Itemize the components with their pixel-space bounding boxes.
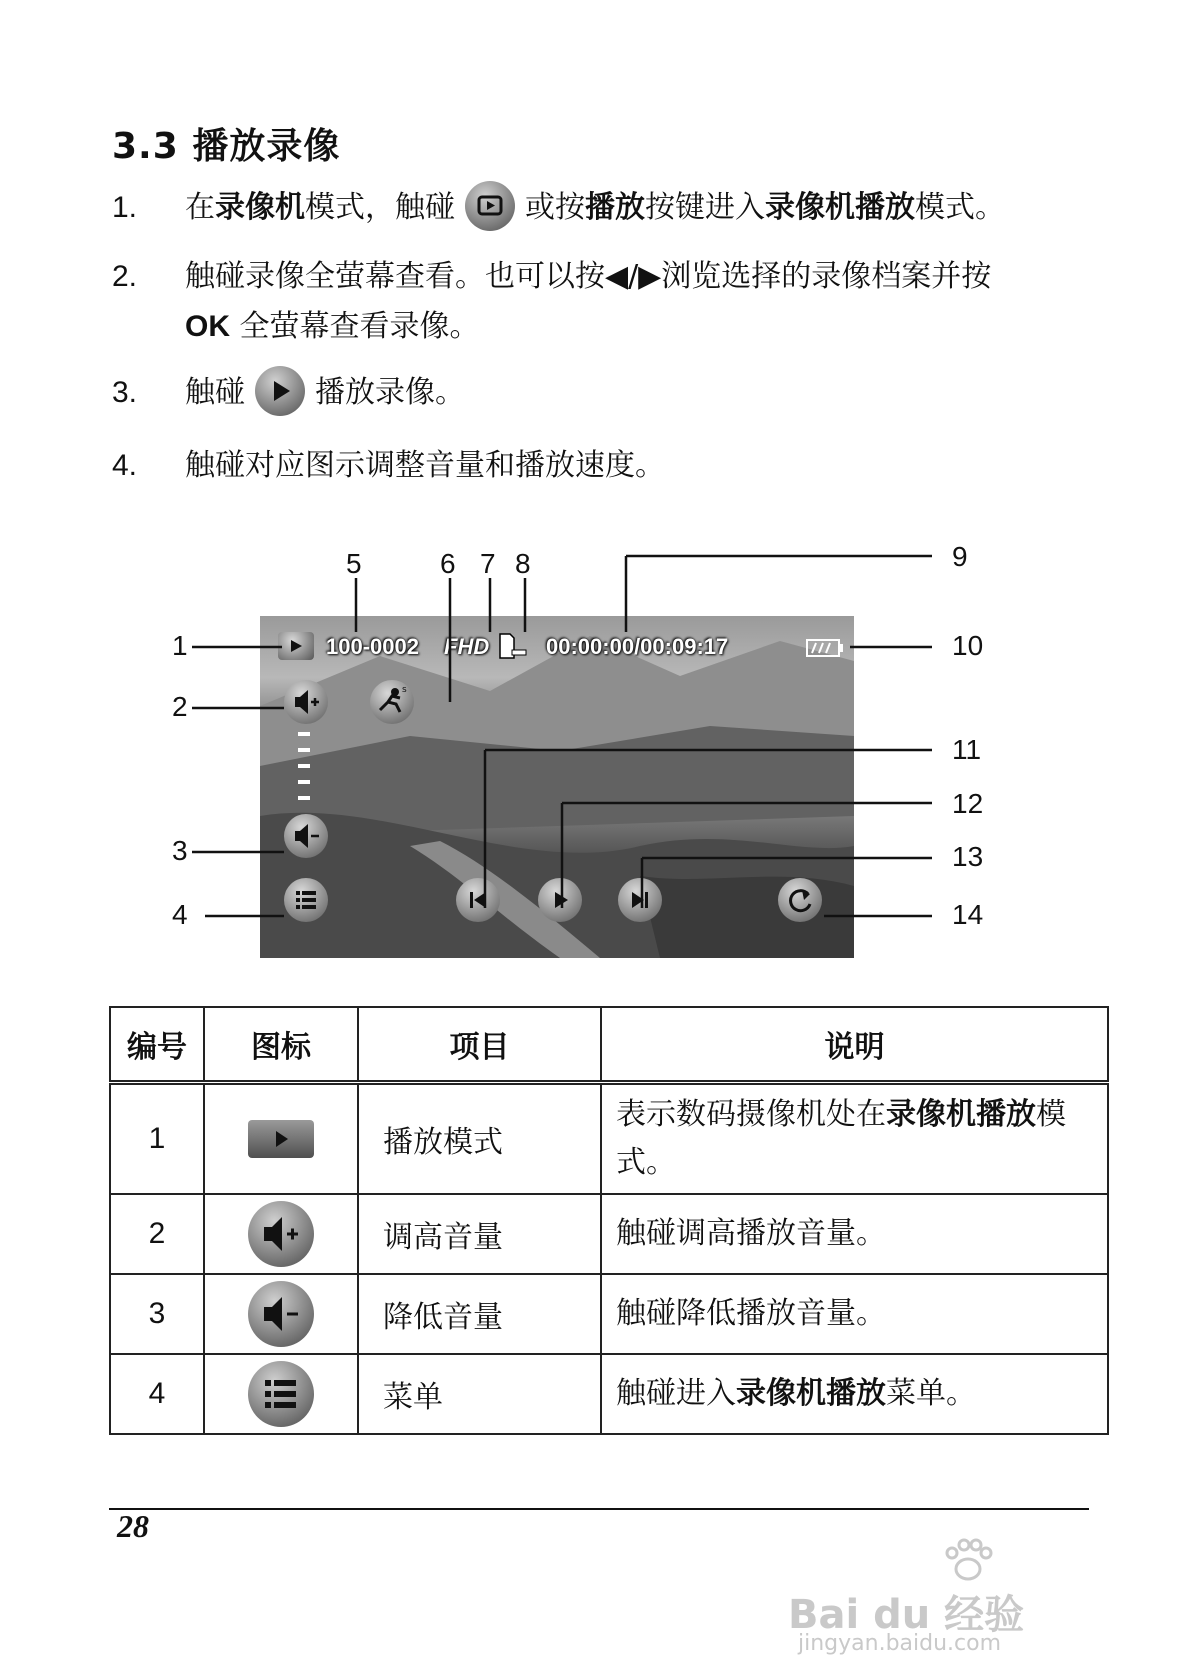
section-title: 3.3 播放录像 <box>112 126 341 167</box>
file-number: 100-0002 <box>326 634 419 659</box>
play-mode-icon <box>248 1120 314 1158</box>
header-description: 说明 <box>601 1007 1108 1083</box>
header-item: 项目 <box>358 1007 601 1083</box>
callout-11: 11 <box>952 734 982 765</box>
menu-icon <box>248 1361 314 1427</box>
callout-13: 13 <box>952 841 984 872</box>
step-text: 触碰录像全萤幕查看。也可以按◀/▶浏览选择的录像档案并按 OK 全萤幕查看录像。 <box>185 259 992 344</box>
step-number: 1. <box>112 191 138 224</box>
header-icon: 图标 <box>204 1007 358 1083</box>
callout-12: 12 <box>952 788 984 819</box>
watermark-brand: Bai du 经验 <box>788 1592 1025 1638</box>
callout-3: 3 <box>172 835 188 866</box>
play-icon <box>255 366 305 416</box>
volume-down-icon <box>248 1281 314 1347</box>
svg-text:s: s <box>402 685 407 695</box>
table-row: 3 降低音量 触碰降低播放音量。 <box>110 1274 1108 1354</box>
step-number: 4. <box>112 449 138 482</box>
callout-5: 5 <box>346 548 362 579</box>
playback-icon <box>465 181 515 231</box>
playback-time: 00:00:00/00:09:17 <box>546 634 729 659</box>
watermark <box>788 1535 1038 1655</box>
callout-4: 4 <box>172 899 188 930</box>
callout-2: 2 <box>172 691 188 722</box>
callout-7: 7 <box>480 548 496 579</box>
volume-up-icon <box>248 1201 314 1267</box>
step-number: 2. <box>112 260 138 293</box>
video-quality: FHD <box>444 634 490 659</box>
table-row: 1 播放模式 表示数码摄像机处在录像机播放模式。 <box>110 1083 1108 1195</box>
callout-6: 6 <box>440 548 456 579</box>
step-text: 在录像机模式，触碰 或按播放按键进入录像机播放模式。 <box>185 183 1105 234</box>
page-number: 28 <box>117 1508 149 1544</box>
table-row: 4 菜单 触碰进入录像机播放菜单。 <box>110 1354 1108 1434</box>
footer-divider <box>109 1508 1089 1510</box>
callout-10: 10 <box>952 630 984 661</box>
watermark-url: jingyan.baidu.com <box>798 1631 1002 1656</box>
table-row: 2 调高音量 触碰调高播放音量。 <box>110 1194 1108 1274</box>
step-text: 触碰对应图示调整音量和播放速度。 <box>185 448 665 483</box>
icon-description-table <box>109 1006 1109 1435</box>
callout-8: 8 <box>515 548 531 579</box>
paw-icon <box>938 1535 998 1585</box>
table-header-row <box>110 1007 1108 1083</box>
step-number: 3. <box>112 376 138 409</box>
step-text: 触碰 播放录像。 <box>185 368 1105 419</box>
callout-1: 1 <box>172 630 188 661</box>
callout-9: 9 <box>952 541 968 572</box>
header-number: 编号 <box>110 1007 204 1083</box>
callout-14: 14 <box>952 899 984 930</box>
